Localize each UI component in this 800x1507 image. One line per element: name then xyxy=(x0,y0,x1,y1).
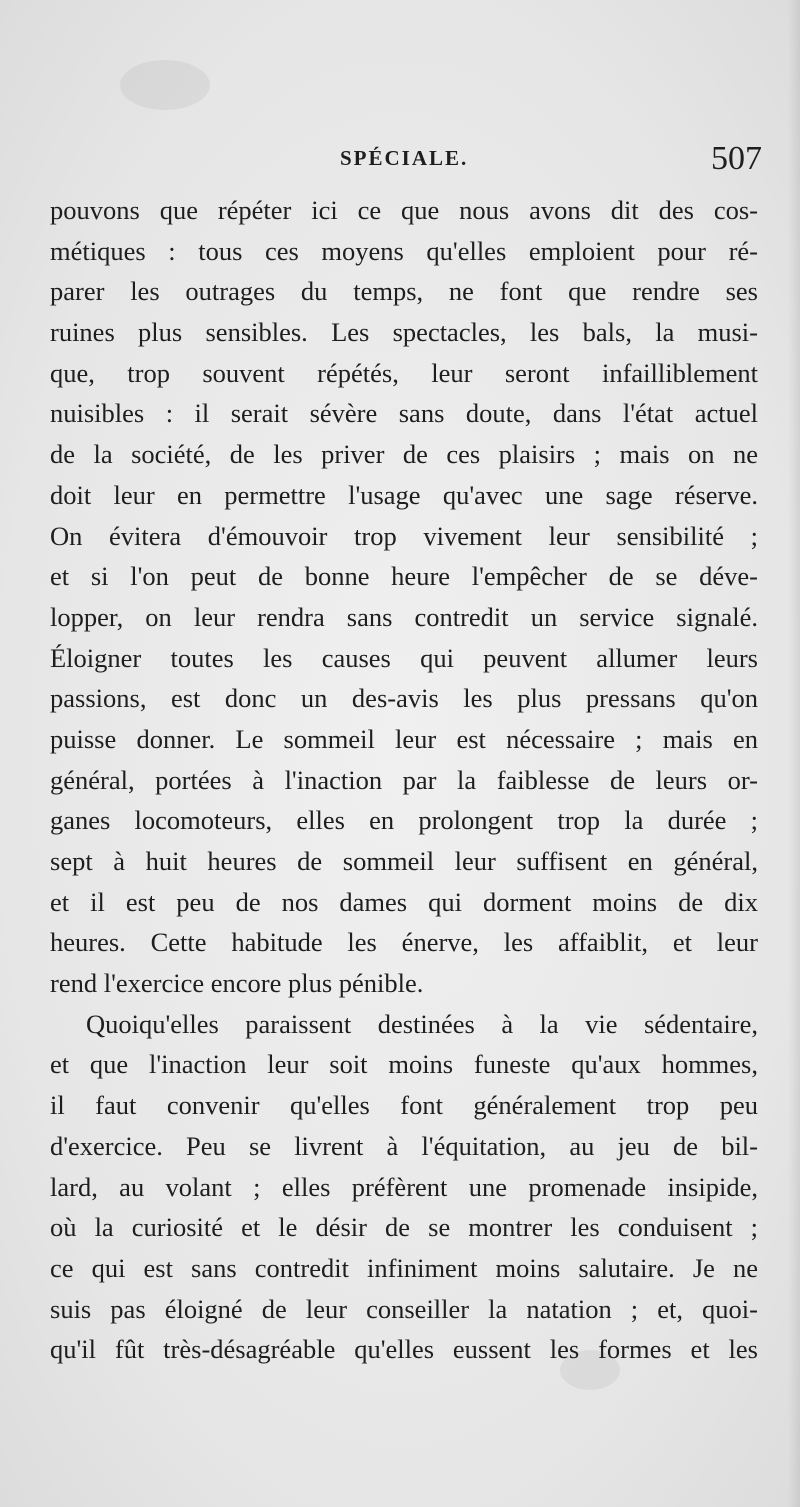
text-line: d'exercice. Peu se livrent à l'équitation, au jeu de bil- xyxy=(50,1130,758,1161)
text-line: qu'il fût très-désagréable qu'elles eussent les formes et les xyxy=(50,1334,758,1365)
text-line: et que l'inaction leur soit moins funeste qu'aux hommes, xyxy=(50,1049,758,1080)
text-line: et il est peu de nos dames qui dorment moins de dix xyxy=(50,886,758,917)
text-line: de la société, de les priver de ces plaisirs ; mais on ne xyxy=(50,439,758,470)
text-line: général, portées à l'inaction par la faiblesse de leurs or- xyxy=(50,764,758,795)
text-line: sept à huit heures de sommeil leur suffisent en général, xyxy=(50,846,758,876)
page-edge-shadow xyxy=(788,0,800,1507)
text-line: et si l'on peut de bonne heure l'empêcher de se déve- xyxy=(50,561,758,592)
text-line: ce qui est sans contredit infiniment moins salutaire. Je ne xyxy=(50,1252,758,1283)
paper-stain xyxy=(120,60,210,110)
text-line: parer les outrages du temps, ne font que rendre ses xyxy=(50,276,758,307)
text-line: que, trop souvent répétés, leur seront infailliblement xyxy=(50,357,758,388)
body-text xyxy=(50,190,758,1370)
text-line: métiques : tous ces moyens qu'elles emploient pour ré- xyxy=(50,235,758,266)
text-line: pouvons que répéter ici ce que nous avons dit des cos- xyxy=(50,195,758,225)
text-line: heures. Cette habitude les énerve, les affaiblit, et leur xyxy=(50,927,758,958)
text-line: Éloigner toutes les causes qui peuvent allumer leurs xyxy=(50,642,758,673)
text-line: il faut convenir qu'elles font généralement trop peu xyxy=(50,1090,758,1121)
text-line: où la curiosité et le désir de se montrer les conduisent ; xyxy=(50,1212,758,1243)
text-line: rend l'exercice encore plus pénible. xyxy=(50,968,424,999)
text-line: nuisibles : il serait sévère sans doute, dans l'état actuel xyxy=(50,398,758,429)
text-line: passions, est donc un des-avis les plus pressans qu'on xyxy=(50,683,758,714)
text-line: ganes locomoteurs, elles en prolongent trop la durée ; xyxy=(50,805,758,836)
text-line: lard, au volant ; elles préfèrent une promenade insipide, xyxy=(50,1171,758,1202)
running-head: SPÉCIALE. xyxy=(340,146,469,170)
text-line: suis pas éloigné de leur conseiller la natation ; et, quoi- xyxy=(50,1293,758,1324)
page-number: 507 xyxy=(711,140,762,177)
text-line: doit leur en permettre l'usage qu'avec une sage réserve. xyxy=(50,479,758,510)
text-line: lopper, on leur rendra sans contredit un service signalé. xyxy=(50,601,758,632)
text-line: On évitera d'émouvoir trop vivement leur sensibilité ; xyxy=(50,520,758,551)
text-line: puisse donner. Le sommeil leur est nécessaire ; mais en xyxy=(50,723,758,754)
text-line: ruines plus sensibles. Les spectacles, les bals, la musi- xyxy=(50,317,758,348)
paragraph-start-line: Quoiqu'elles paraissent destinées à la vie sédentaire, xyxy=(86,1008,758,1039)
